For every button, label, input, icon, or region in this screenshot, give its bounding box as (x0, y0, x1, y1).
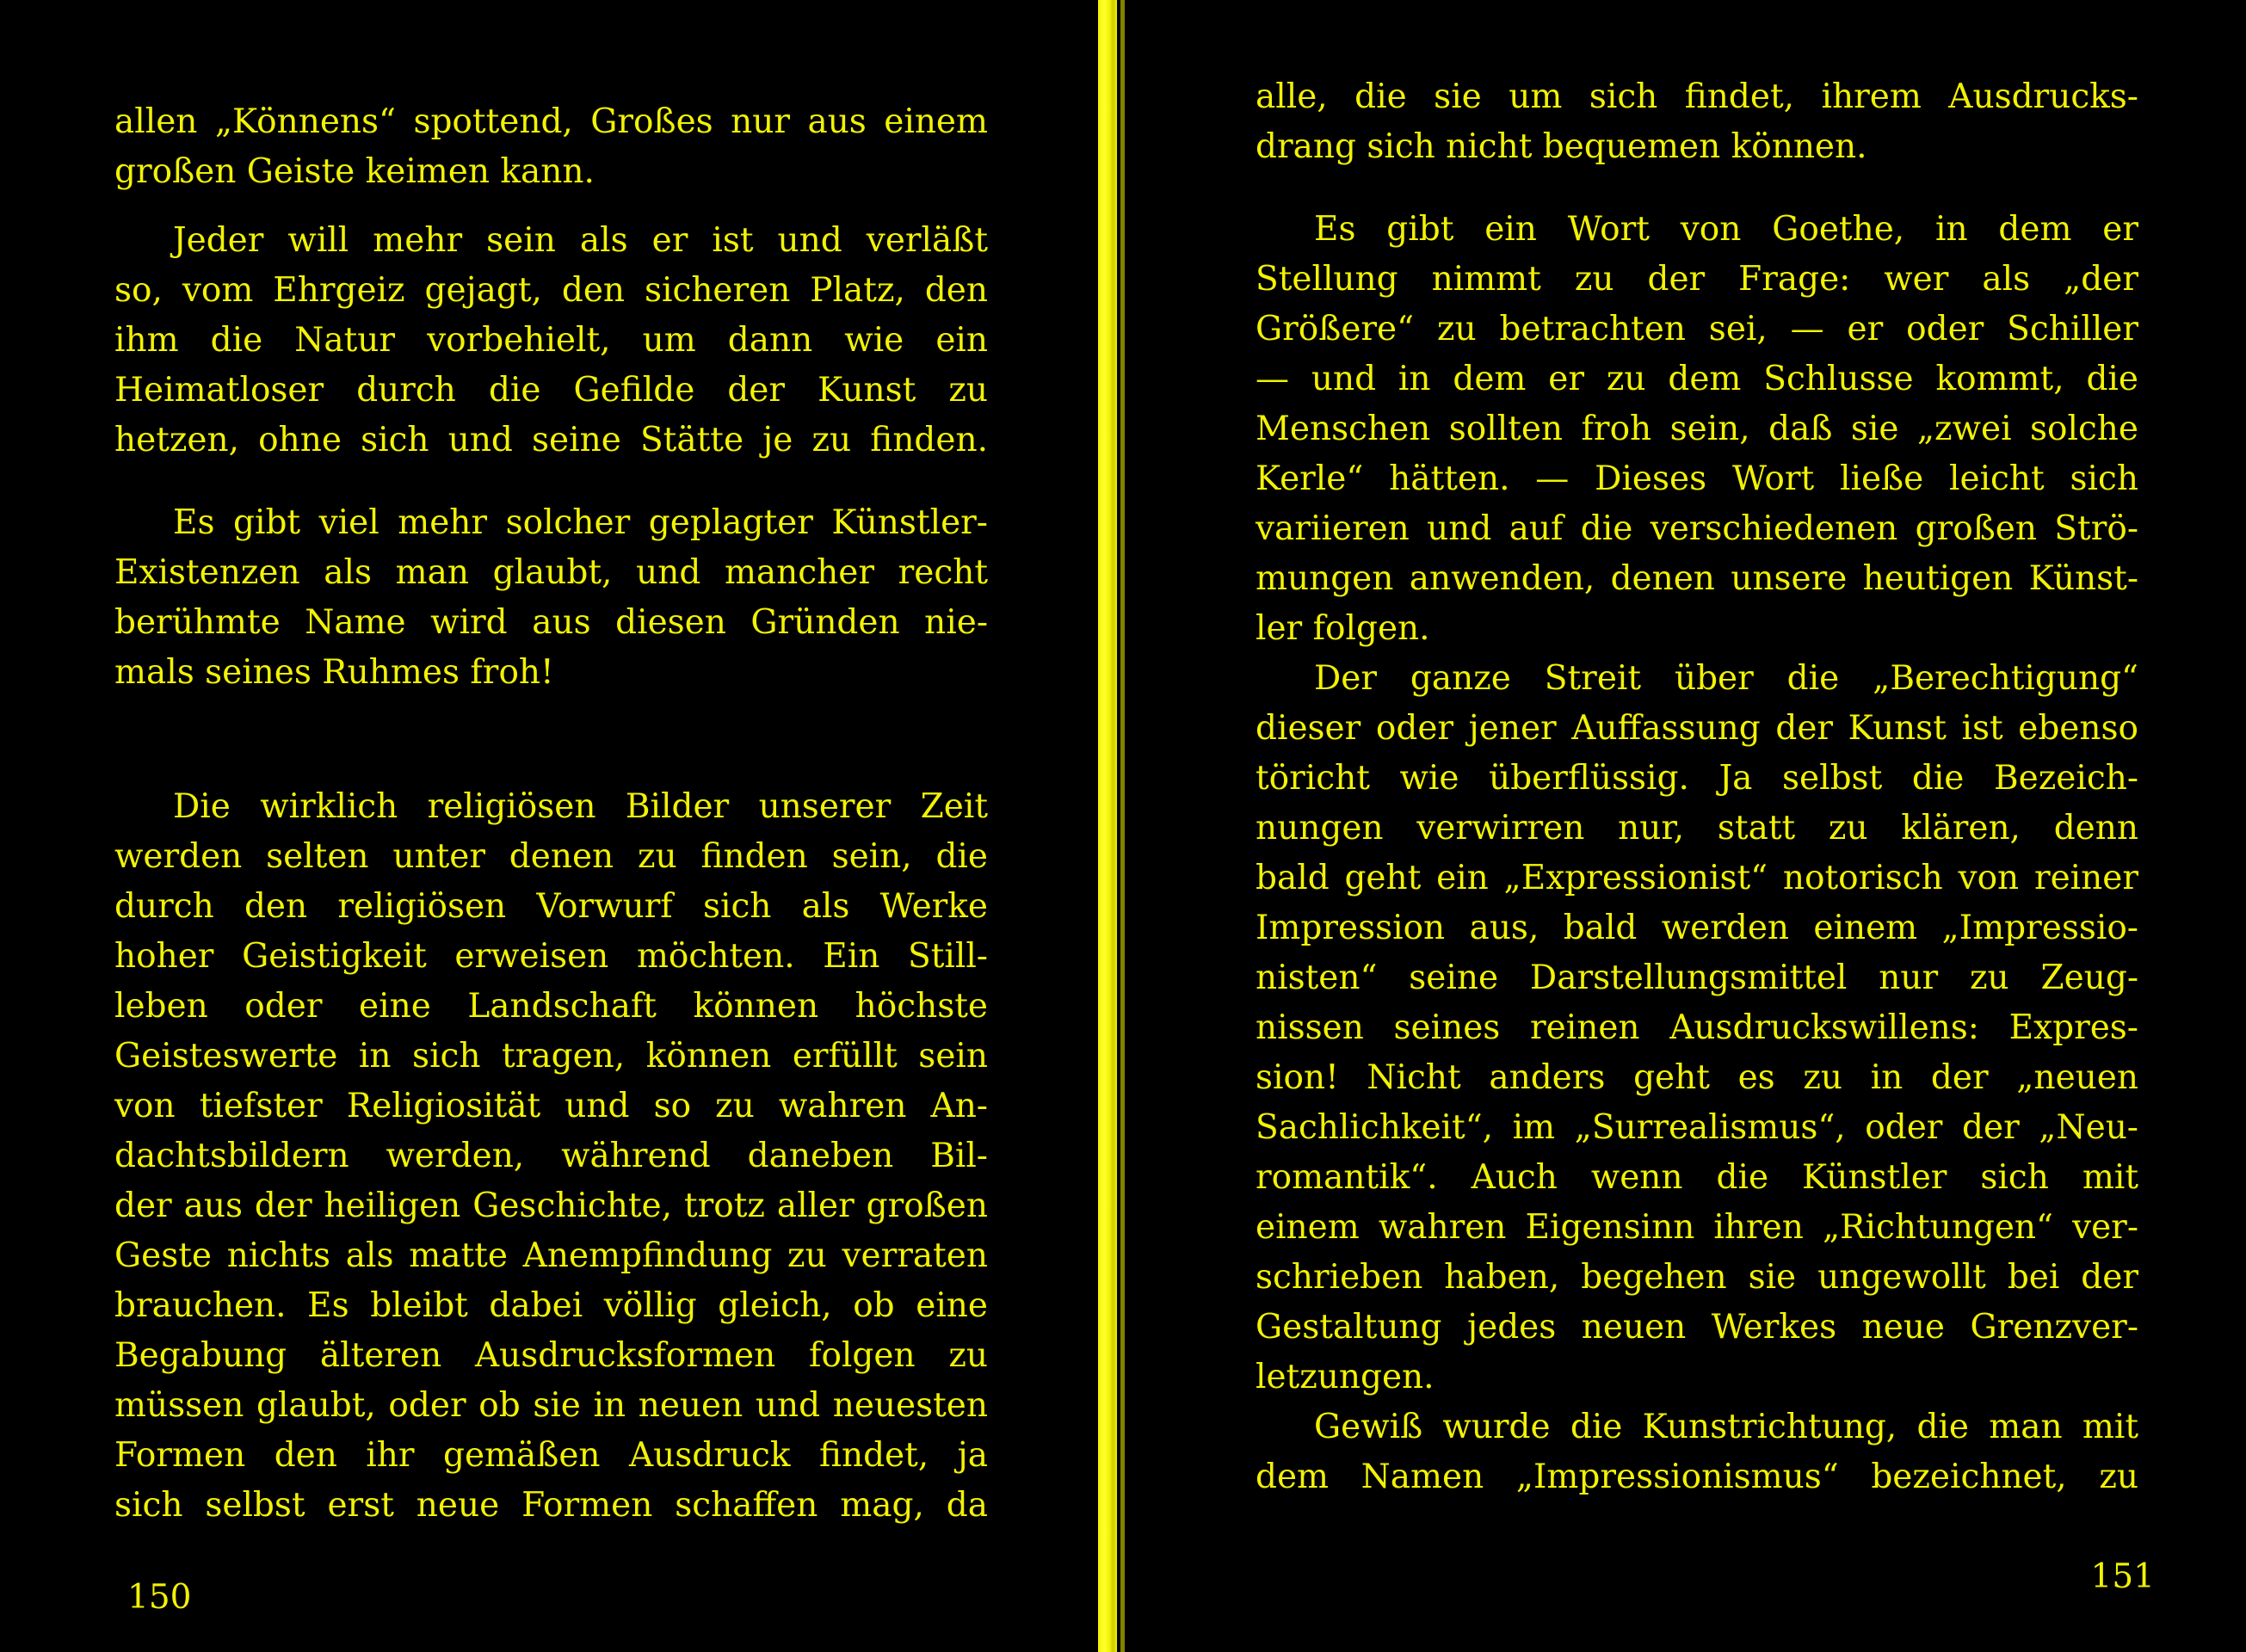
right-text-column (1256, 72, 2138, 1502)
text-line: Geste nichts als matte Anempfindung zu verraten (114, 1236, 988, 1275)
text-line: werden selten unter denen zu finden sein, die (114, 837, 988, 876)
text-line: nissen seines reinen Ausdruckswillens: Expres- (1256, 1008, 2138, 1047)
text-line: Stellung nimmt zu der Frage: wer als „der (1256, 260, 2138, 299)
text-line: allen „Könnens“ spottend, Großes nur aus einem (114, 102, 988, 141)
text-line: hetzen, ohne sich und seine Stätte je zu finden. (114, 421, 988, 459)
text-line: einem wahren Eigensinn ihren „Richtungen“ ver- (1256, 1208, 2138, 1247)
text-line: nisten“ seine Darstellungsmittel nur zu Zeug- (1256, 959, 2138, 997)
text-line: — und in dem er zu dem Schlusse kommt, die (1256, 360, 2138, 398)
text-line: Gewiß wurde die Kunstrichtung, die man mit (1314, 1408, 2138, 1446)
text-line: mals seines Ruhmes froh! (114, 653, 554, 692)
text-line: Größere“ zu betrachten sei, — er oder Schiller (1256, 310, 2138, 348)
paragraph (1256, 654, 2138, 1402)
text-line: Impression aus, bald werden einem „Impressio- (1256, 909, 2138, 947)
text-line: töricht wie überflüssig. Ja selbst die Bezeich- (1256, 759, 2138, 798)
text-line: sion! Nicht anders geht es zu in der „neuen (1256, 1058, 2138, 1097)
text-line: brauchen. Es bleibt dabei völlig gleich, ob eine (114, 1286, 988, 1325)
text-line: Gestaltung jedes neuen Werkes neue Grenzver- (1256, 1308, 2138, 1347)
text-line: Es gibt ein Wort von Goethe, in dem er (1314, 210, 2138, 249)
text-line: Es gibt viel mehr solcher geplagter Künstler- (173, 503, 988, 542)
paragraph (1256, 1402, 2138, 1502)
text-line: alle, die sie um sich findet, ihrem Ausdrucks- (1256, 77, 2138, 116)
text-line: großen Geiste keimen kann. (114, 152, 595, 191)
text-line: von tiefster Religiosität und so zu wahren An- (114, 1087, 988, 1125)
paragraph (114, 782, 988, 1531)
text-line: Formen den ihr gemäßen Ausdruck findet, ja (114, 1436, 988, 1475)
text-line: Der ganze Streit über die „Berechtigung“ (1314, 659, 2138, 698)
paragraph (114, 97, 988, 197)
text-line: Begabung älteren Ausdrucksformen folgen zu (114, 1336, 988, 1375)
text-line: hoher Geistigkeit erweisen möchten. Ein Still- (114, 937, 988, 976)
paragraph (114, 216, 988, 465)
page-number-left: 150 (127, 1578, 192, 1617)
text-line: ler folgen. (1256, 609, 1430, 648)
paragraph (114, 498, 988, 698)
text-line: bald geht ein „Expressionist“ notorisch von reiner (1256, 859, 2138, 897)
text-line: romantik“. Auch wenn die Künstler sich mit (1256, 1158, 2138, 1197)
text-line: ihm die Natur vorbehielt, um dann wie ein (114, 321, 988, 360)
text-line: dem Namen „Impressionismus“ bezeichnet, zu (1256, 1458, 2138, 1496)
text-line: sich selbst erst neue Formen schaffen mag, da (114, 1486, 988, 1525)
text-line: Sachlichkeit“, im „Surrealismus“, oder der „Neu- (1256, 1108, 2138, 1147)
gutter-edge (1120, 0, 1125, 1652)
left-page (0, 0, 1089, 1652)
right-page (1136, 0, 2246, 1652)
text-line: dachtsbildern werden, während daneben Bil- (114, 1137, 988, 1175)
text-line: Menschen sollten froh sein, daß sie „zwei solche (1256, 410, 2138, 448)
text-line: Jeder will mehr sein als er ist und verläßt (173, 221, 988, 260)
text-line: mungen anwenden, denen unsere heutigen Künst- (1256, 559, 2138, 598)
text-line: nungen verwirren nur, statt zu klären, denn (1256, 809, 2138, 848)
text-line: Kerle“ hätten. — Dieses Wort ließe leicht sich (1256, 459, 2138, 498)
text-line: schrieben haben, begehen sie ungewollt bei der (1256, 1258, 2138, 1297)
text-line: Die wirklich religiösen Bilder unserer Zeit (173, 787, 988, 826)
text-line: der aus der heiligen Geschichte, trotz aller großen (114, 1187, 988, 1225)
page-number-right: 151 (2090, 1557, 2155, 1596)
text-line: Geisteswerte in sich tragen, können erfüllt sein (114, 1037, 988, 1076)
text-line: so, vom Ehrgeiz gejagt, den sicheren Platz, den (114, 271, 988, 310)
text-line: variieren und auf die verschiedenen großen Strö- (1256, 509, 2138, 548)
text-line: drang sich nicht bequemen können. (1256, 127, 1867, 166)
left-text-column (114, 97, 988, 1531)
paragraph (1256, 72, 2138, 172)
text-line: müssen glaubt, oder ob sie in neuen und neuesten (114, 1386, 988, 1425)
text-line: berühmte Name wird aus diesen Gründen nie- (114, 603, 988, 642)
text-line: leben oder eine Landschaft können höchste (114, 987, 988, 1026)
text-line: Existenzen als man glaubt, und mancher recht (114, 553, 988, 592)
paragraph (1256, 205, 2138, 654)
text-line: letzungen. (1256, 1358, 1435, 1396)
text-line: Heimatloser durch die Gefilde der Kunst zu (114, 371, 988, 410)
gutter-highlight (1098, 0, 1117, 1652)
text-line: durch den religiösen Vorwurf sich als Werke (114, 887, 988, 926)
text-line: dieser oder jener Auffassung der Kunst ist ebenso (1256, 709, 2138, 748)
